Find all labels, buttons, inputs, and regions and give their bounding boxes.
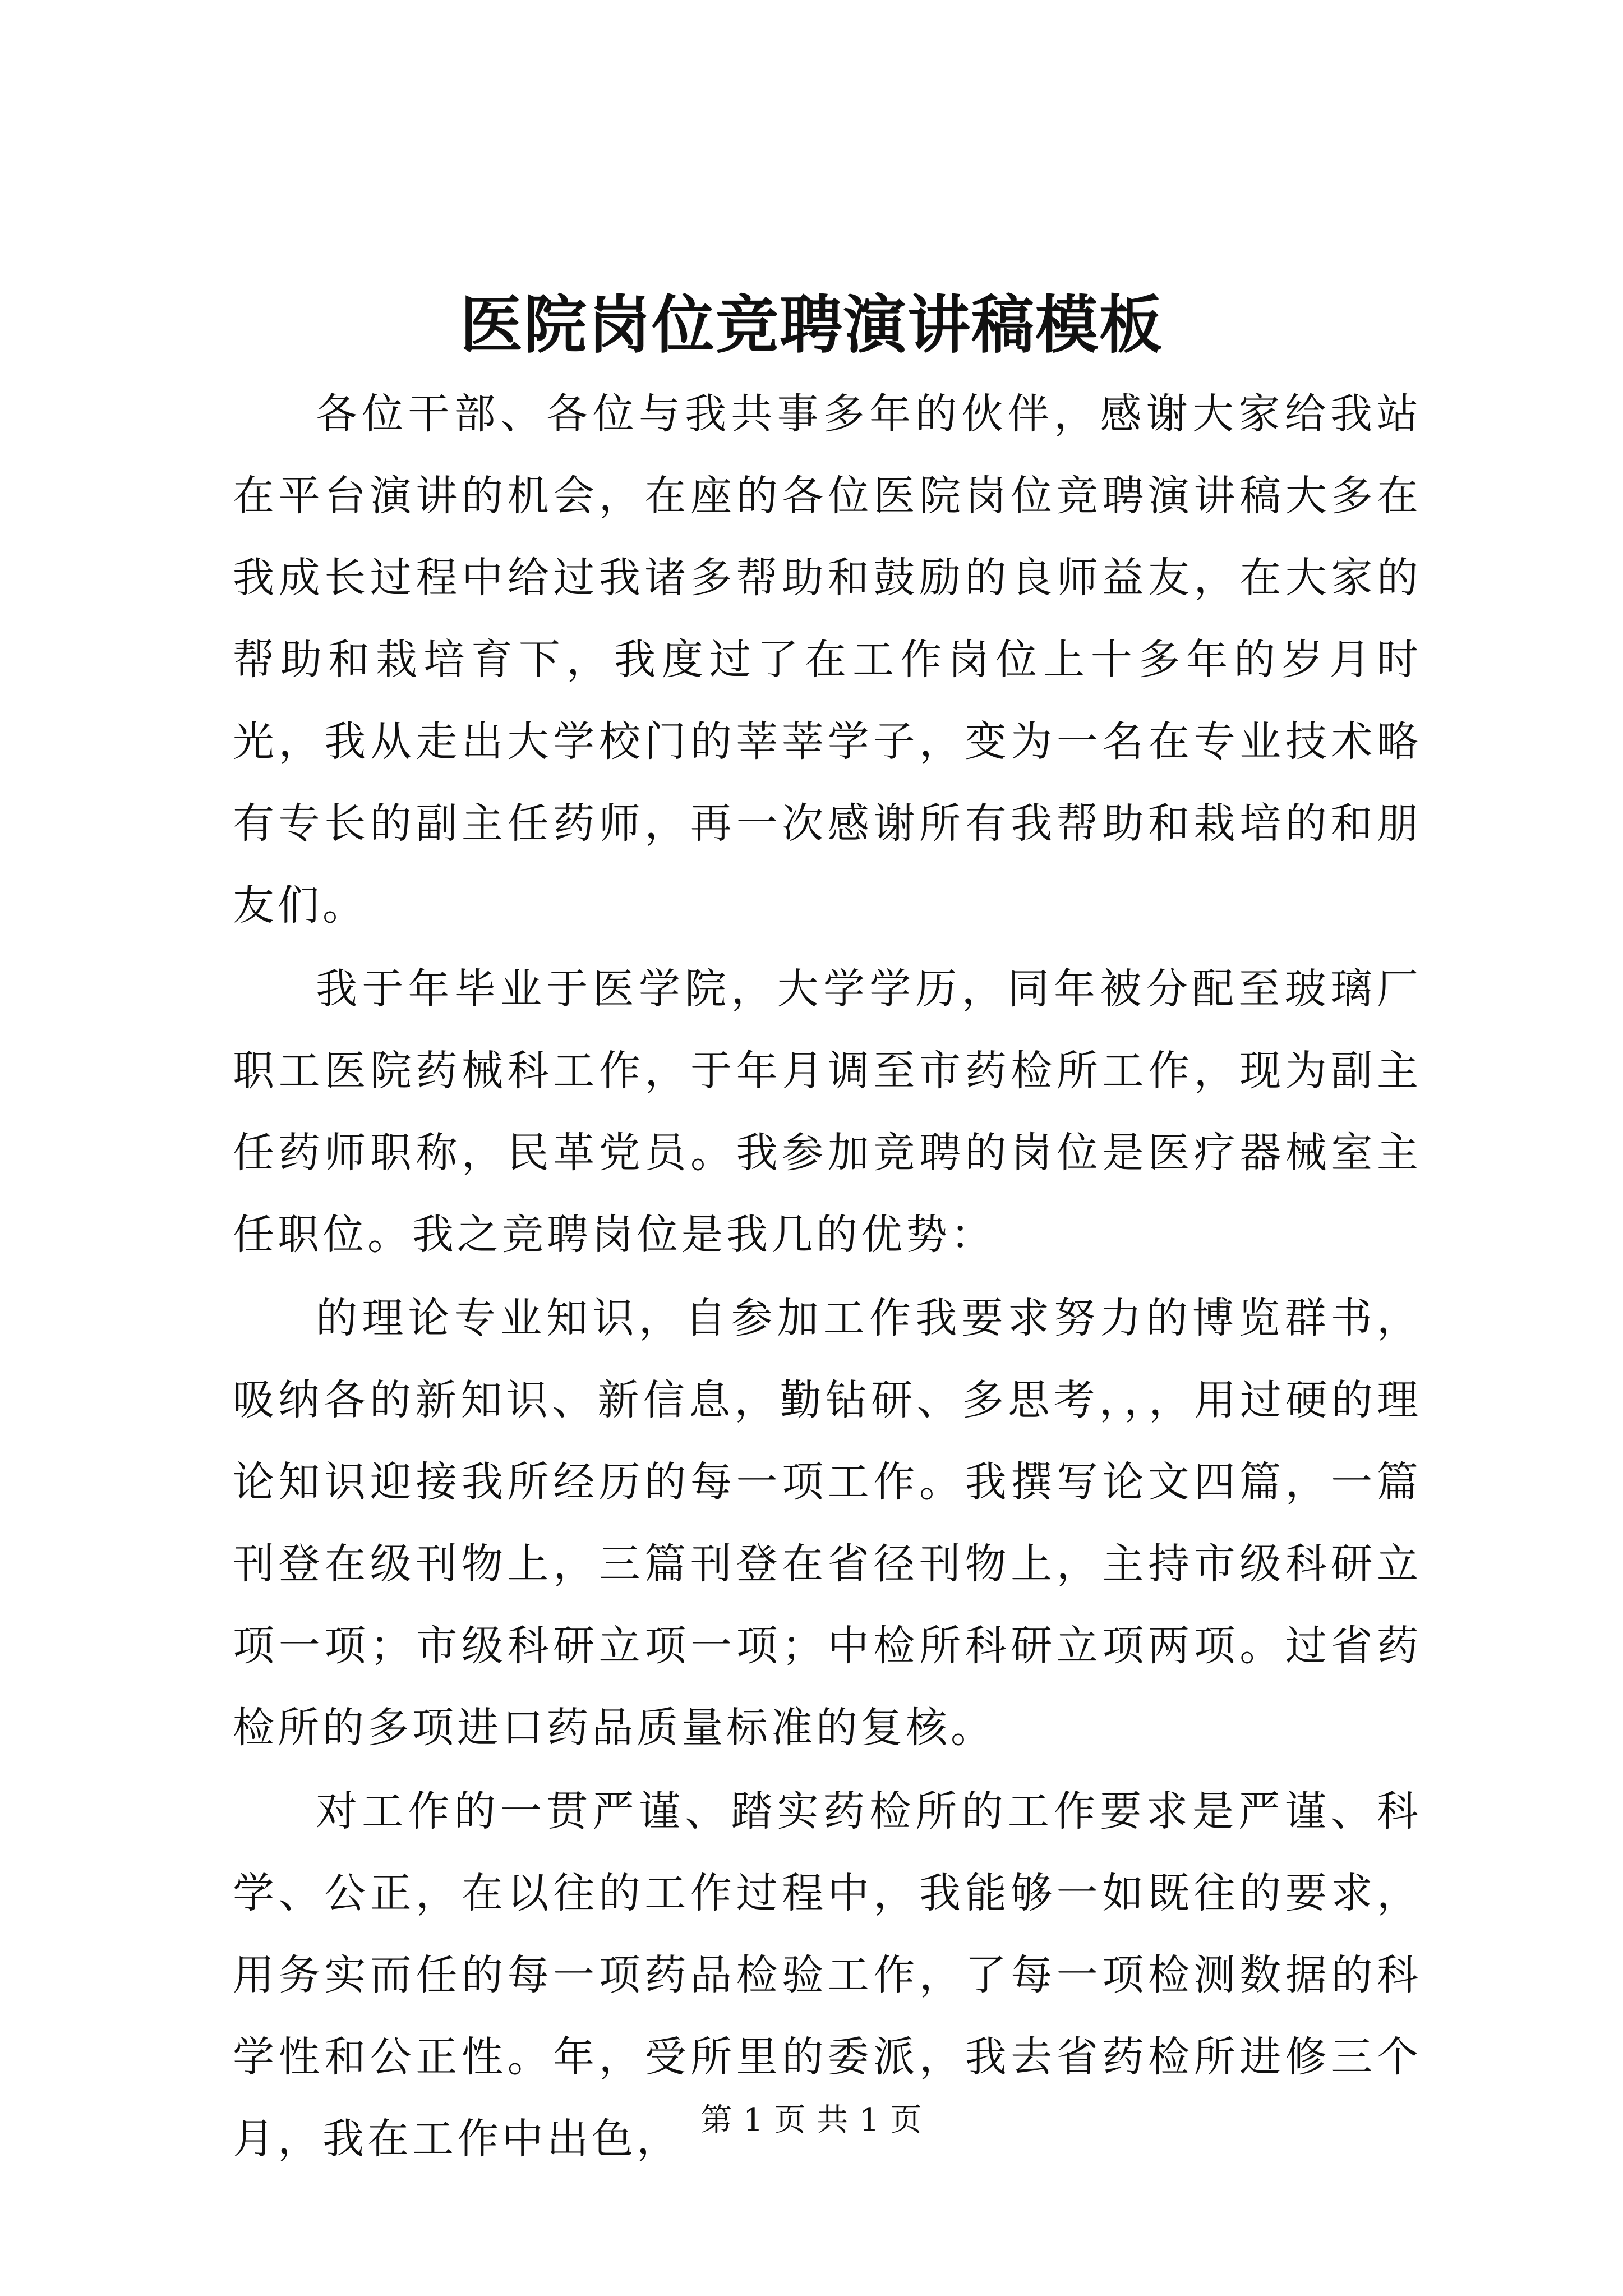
paragraph-1: 各位干部、各位与我共事多年的伙伴，感谢大家给我站在平台演讲的机会，在座的各位医院岗位竞聘演讲稿大多在我成长过程中给过我诸多帮助和鼓励的良师益友，在大家的帮助和栽培育下，我度过了在工作岗位上十多年的岁月时光，我从走出大学校门的莘莘学子，变为一名在专业技术略有专长的副主任药师，再一次感谢所有我帮助和栽培的和朋友们。	[233, 390, 1422, 930]
paragraph-4: 对工作的一贯严谨、踏实药检所的工作要求是严谨、科学、公正，在以往的工作过程中，我能够一如既往的要求，用务实而任的每一项药品检验工作，了每一项检测数据的科学性和公正性。年，受所里的委派，我去省药检所进修三个月，我在工作中出色，	[233, 1787, 1422, 2163]
paragraph-2: 我于年毕业于医学院，大学学历，同年被分配至玻璃厂职工医院药械科工作，于年月调至市药检所工作，现为副主任药师职称，民革党员。我参加竞聘的岗位是医疗器械室主任职位。我之竞聘岗位是我几的优势：	[233, 965, 1422, 1259]
page-footer: 第 1 页 共 1 页	[700, 2102, 923, 2138]
paragraph-3: 的理论专业知识，自参加工作我要求努力的博览群书，吸纳各的新知识、新信息，勤钻研、多思考，，，用过硬的理论知识迎接我所经历的每一项工作。我撰写论文四篇，一篇刊登在级刊物上，三篇刊登在省径刊物上，主持市级科研立项一项；市级科研立项一项；中检所科研立项两项。过省药检所的多项进口药品质量标准的复核。	[233, 1294, 1422, 1752]
document-body	[233, 373, 1422, 2182]
document-title: 医院岗位竞聘演讲稿模板	[460, 288, 1163, 362]
